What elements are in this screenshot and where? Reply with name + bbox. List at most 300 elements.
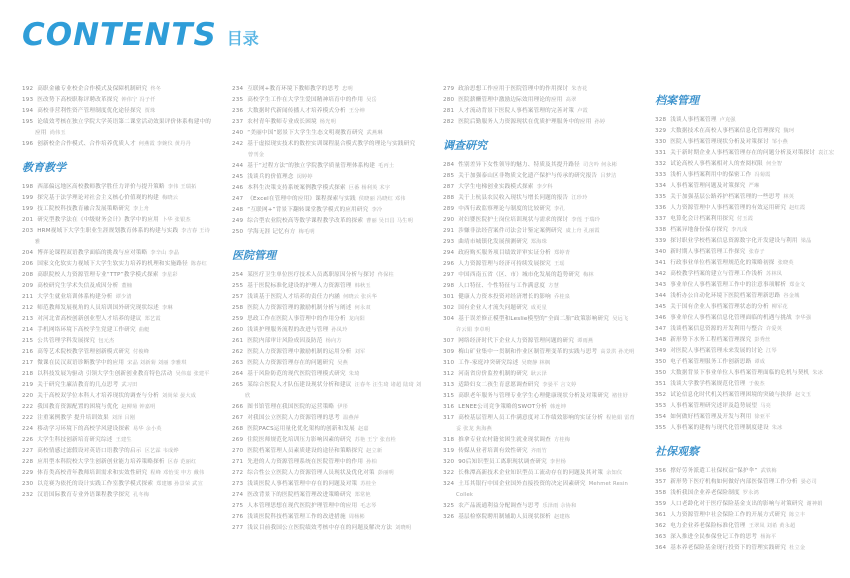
entry-page-number: 271 (232, 459, 244, 465)
entry-authors: 曾刊金 (248, 152, 265, 158)
entry-title: 浅谈基于医院人才培养的责任力内涵 (247, 294, 340, 300)
toc-entry (22, 193, 212, 204)
entry-title: 汉语国际教育专业外语课程教学探究 (37, 492, 130, 498)
entry-title: 撑好劳务派遣工社保权益“保护伞” (670, 468, 758, 474)
entry-page-number: 232 (22, 492, 34, 498)
entry-authors: 卢克强 (719, 117, 736, 123)
entry-title: 先进的人力资源管理系统在医院管理中的作用 (247, 459, 364, 465)
toc-entry (443, 226, 635, 237)
entry-page-number: 216 (22, 349, 34, 355)
entry-page-number: 263 (232, 360, 244, 366)
entry-title: “互联网+”背景下翻转课堂教学模式的应用研究 (247, 207, 369, 213)
entry-title: 互联网+教育环境下教师教学的思考 (247, 86, 340, 92)
entry-page-number: 317 (443, 415, 455, 421)
entry-authors: 毛丙土 (378, 163, 395, 169)
entry-title: 浅议目前我国公立医院绩效考核中存在的问题及解决方法 (247, 525, 393, 531)
entry-title: 新形势下医疗机构如何做好内部医保管理工作分析 (670, 479, 798, 485)
toc-entry (232, 227, 423, 238)
entry-page-number: 313 (443, 382, 455, 388)
toc-column-3 (443, 84, 635, 554)
entry-page-number: 351 (655, 381, 667, 387)
entry-authors: 侯晓丽 冯晓红 邓伟 (358, 196, 406, 202)
entry-title: 住院医师规范化培训压力影响因素的研究 (247, 437, 352, 443)
entry-title: 医院人力资源管理中激励机制的运用分析 (247, 349, 352, 355)
entry-authors: 孙柏 (366, 459, 377, 465)
entry-title: 学海无涯 记忆有方 (247, 229, 296, 235)
entry-title: 探讨职业学校档案信息资源数字化开发建设与利用 (670, 238, 798, 244)
toc-entry (22, 380, 212, 391)
entry-page-number: 222 (22, 404, 34, 410)
toc-entry (443, 369, 635, 380)
entry-title: 人力资源管理中人事档案管理的有效运用研究 (670, 205, 787, 211)
entry-title: 医院PACS运用量化优化架构的创新和发展 (247, 426, 355, 432)
entry-title: 高职金融专业校企合作模式及保障机制研究 (37, 86, 148, 92)
entry-page-number: 195 (22, 119, 34, 125)
entry-authors: 周杨彬 (348, 514, 365, 520)
entry-title: 行政事业单位档案管理规范化的策略初探 (670, 260, 775, 266)
entry-page-number: 301 (443, 294, 455, 300)
toc-entry (22, 424, 212, 435)
toc-entry (655, 214, 845, 225)
entry-title: 基于医院标准化建设的护理人力资源管理 (247, 283, 352, 289)
entry-page-number: 260 (232, 327, 244, 333)
entry-page-number: 294 (443, 250, 455, 256)
toc-entry (22, 259, 212, 270)
toc-entry (655, 236, 845, 247)
entry-title: 关于上杭县农民收入现状与增长问题的报告 (458, 195, 569, 201)
entry-page-number: 291 (443, 228, 455, 234)
entry-authors: 朱琦 (348, 371, 360, 377)
entry-page-number: 346 (655, 315, 667, 321)
entry-page-number: 242 (232, 141, 244, 147)
toc-entry (655, 203, 845, 214)
toc-columns (22, 84, 845, 554)
entry-title: 涉嫌非法经营案件司法会计鉴定案例研究 (458, 228, 563, 234)
toc-entry (232, 501, 423, 512)
entry-page-number: 356 (655, 468, 667, 474)
entry-page-number: 324 (443, 481, 455, 487)
entry-title: 综合性公立医院人力资源管理人员现状及优化对策 (247, 470, 375, 476)
entry-title: 高校学生工作在大学生爱国精神培育中的作用 (247, 97, 364, 103)
entry-authors: 江珍玲 (571, 195, 588, 201)
entry-page-number: 322 (443, 470, 455, 476)
toc-entry (443, 402, 635, 413)
entry-authors: 成更星 (530, 305, 547, 311)
entry-title: 博弈论课程双语教学面临的挑战与应对策略 (37, 250, 148, 256)
toc-entry (22, 84, 212, 95)
toc-entry (443, 215, 635, 226)
entry-authors: 彭丽明 (377, 470, 394, 476)
entry-page-number: 262 (232, 349, 244, 355)
entry-authors: 陈立丰 (789, 512, 806, 518)
toc-entry (655, 466, 845, 477)
toc-entry (655, 247, 845, 258)
entry-title: 医院人力资源管理存在的问题研究 (247, 360, 335, 366)
toc-entry (655, 510, 845, 521)
entry-authors: 何永双 (354, 305, 371, 311)
entry-page-number: 285 (443, 173, 455, 179)
entry-title: 本科生决策支持系统案例教学模式探索 (247, 185, 346, 191)
toc-entry (22, 226, 212, 248)
entry-title: 网络经济时代下企业人力资源管理问题的研究 (458, 338, 575, 344)
toc-entry (655, 302, 845, 313)
entry-title: 人口特征、个性特征与工作满意度 (458, 283, 546, 289)
entry-title: 基本养老保险基金现行投资下的管理实践研究 (670, 545, 787, 551)
entry-page-number: 341 (655, 260, 667, 266)
toc-entry (22, 391, 212, 402)
toc-entry (22, 139, 212, 150)
entry-title: 河南省房价监控机制的研究 (458, 371, 528, 377)
entry-authors: 方慧 (548, 283, 559, 289)
toc-column-4 (655, 84, 845, 554)
toc-entry (232, 402, 423, 413)
entry-page-number: 326 (443, 514, 455, 520)
entry-page-number: 235 (232, 97, 244, 103)
entry-page-number: 277 (232, 525, 244, 531)
entry-authors: 晏必司 (800, 479, 817, 485)
toc-entry (655, 390, 845, 401)
entry-authors: 赵立新 (366, 448, 383, 454)
entry-authors: 张春子 (748, 249, 765, 255)
entry-page-number: 359 (655, 501, 667, 507)
toc-entry (232, 117, 423, 128)
page-header (22, 17, 259, 53)
toc-entry (22, 215, 212, 226)
entry-page-number: 203 (22, 228, 34, 234)
entry-authors: 陈春红 (190, 261, 208, 267)
entry-authors: 郑常艳 (354, 492, 371, 498)
toc-entry (22, 435, 212, 446)
entry-authors: 贾珠 (144, 108, 156, 114)
toc-entry (655, 324, 845, 335)
entry-title: 人才流动背景下医院人事档案管理的完善对策 (458, 108, 575, 114)
entry-authors: 何全智 (765, 161, 783, 167)
entry-page-number: 344 (655, 293, 667, 299)
entry-authors: 付俊峰 (132, 349, 150, 355)
entry-title: HRM视域下大学生职业生涯规划教育体系的构建与实践 (37, 228, 179, 234)
entry-authors: 卜华 张银杰 (161, 217, 191, 223)
entry-title: 新时期人事档案管理工作探究 (670, 249, 746, 255)
entry-title: 工作-家庭冲突研究综述 (458, 360, 519, 366)
entry-page-number: 244 (232, 163, 244, 169)
entry-authors: 杨向方 (325, 338, 342, 344)
toc-entry (655, 499, 845, 510)
toc-entry (22, 325, 212, 336)
entry-page-number: 227 (22, 448, 34, 454)
entry-page-number: 279 (443, 86, 455, 92)
entry-title: 国家文化软实力视域下大学生软实力培养的机理和实施路径 (37, 261, 188, 267)
entry-title: 大学生就业培训体系构建分析 (37, 294, 113, 300)
entry-title: 政治思想工作应用于医院管理中的作用探讨 (458, 86, 569, 92)
entry-authors: 梅晓云 (161, 195, 179, 201)
entry-authors: 孔冬梅 (132, 492, 150, 498)
entry-authors: 李辛山 李晶 (150, 250, 180, 256)
entry-authors: 韩连坤 (550, 404, 567, 410)
toc-entry (443, 182, 635, 193)
entry-authors: 朱冰 (771, 425, 783, 431)
entry-page-number: 193 (22, 97, 34, 103)
entry-page-number: 345 (655, 304, 667, 310)
entry-page-number: 272 (232, 470, 244, 476)
entry-page-number: 349 (655, 348, 667, 354)
entry-title: 对妇婴医院护士岗位培训现状与需求的探讨 (458, 217, 569, 223)
section-header: 档案管理 (655, 94, 699, 107)
toc-entry (232, 106, 423, 117)
toc-entry (22, 446, 212, 457)
entry-title: 农产品流通利益分配调查与思考 (458, 503, 540, 509)
entry-title: 以科技发展为驱动 引领大学生创新创业教育特色活动 (37, 371, 173, 377)
toc-entry (655, 313, 845, 324)
toc-entry (232, 95, 423, 106)
entry-title: 探究基于法学理论对社会主义核心价值观的构建 (37, 195, 159, 201)
entry-authors: 梅林 (582, 272, 594, 278)
entry-title: 梅山矿业集中一贯制和作业区制管理变革的实践与思考 (458, 349, 598, 355)
entry-authors: 苏艳 王宁 张直栓 (354, 437, 396, 443)
toc-entry (22, 106, 212, 117)
toc-entry (443, 457, 635, 468)
entry-title: 人事档案的建构与现代化管理制度建设 (670, 425, 769, 431)
toc-entry (655, 488, 845, 499)
entry-authors: 李世杨 (549, 459, 567, 465)
entry-page-number: 284 (443, 162, 455, 168)
entry-title: 对河北省高校创新创业型人才培养的建议 (37, 316, 142, 322)
entry-page-number: 199 (22, 195, 34, 201)
toc-entry (22, 347, 212, 358)
entry-page-number: 304 (443, 316, 455, 322)
entry-title: 对我国公立医院人力资源管理的思考 (247, 415, 340, 421)
entry-title: 医院人事档案管理现状分析及对策探讨 (670, 139, 769, 145)
section-header: 调查研究 (443, 139, 487, 152)
entry-authors: 区春 范丽红 (167, 459, 197, 465)
entry-page-number: 339 (655, 238, 667, 244)
entry-title: 医院内部审计风险成因及防范 (247, 338, 323, 344)
toc-entry (443, 347, 635, 358)
page-title-chinese: 目录 (226, 29, 259, 48)
entry-authors: 曹丽 吴日昌 马生明 (366, 218, 413, 224)
entry-authors: 柳军花 (771, 304, 788, 310)
entry-title: 高校教学档案的建立与管理工作浅析 (670, 271, 763, 277)
entry-page-number: 293 (443, 239, 455, 245)
entry-page-number: 350 (655, 359, 667, 365)
entry-authors: 袁江宏 (818, 150, 835, 156)
toc-entry (655, 412, 845, 423)
toc-entry (443, 204, 635, 215)
page-title: CONTENTS (22, 17, 217, 53)
entry-authors: 邹小燕 (771, 139, 788, 145)
toc-entry (655, 532, 845, 543)
entry-title: 关于加强泰山区非物质文化遗产保护与传承的研究报告 (458, 173, 598, 179)
entry-title: 土耳其银行中国企业国外直接投资的决定因素研究 (458, 481, 586, 487)
entry-page-number: 296 (443, 261, 455, 267)
entry-page-number: 229 (22, 470, 34, 476)
toc-entry (232, 205, 423, 216)
entry-authors: 郑金文 (789, 282, 806, 288)
entry-page-number: 259 (232, 316, 244, 322)
entry-page-number: 297 (443, 272, 455, 278)
entry-authors: 王建生 (115, 437, 132, 443)
entry-title: 浅谈医院人事档案管理中存在的问题及对策 (247, 481, 358, 487)
entry-page-number: 348 (655, 337, 667, 343)
entry-page-number: 332 (655, 161, 667, 167)
entry-title: 深入推进全民参保登记工作的思考 (670, 534, 758, 540)
entry-page-number: 266 (232, 404, 244, 410)
entry-title: 传媒从业者培训有效性研究 (458, 448, 528, 454)
entry-authors: 刘晓明 (395, 525, 412, 531)
entry-authors: 刘军 (354, 349, 366, 355)
entry-page-number: 265 (232, 382, 244, 388)
toc-entry (655, 115, 845, 126)
entry-page-number: 199 (22, 206, 34, 212)
entry-authors: 谭少清 (115, 294, 132, 300)
toc-entry (655, 258, 845, 269)
entry-title: 浅谈医院科技档案管理工作的改进措施 (247, 514, 346, 520)
entry-page-number: 234 (232, 86, 244, 92)
entry-title: 创新校企合作模式、合作培养优质人才 (37, 141, 136, 147)
entry-authors: 龙向阳 (348, 316, 365, 322)
entry-authors: Mehmet Resin Collek (456, 481, 629, 498)
toc-entry (443, 446, 635, 457)
entry-authors: 武铁梅 (760, 468, 777, 474)
toc-entry (232, 490, 423, 501)
entry-authors: 朱冰 (812, 370, 824, 376)
entry-title: 浅谈护理服务流程的改进与管理 (247, 327, 329, 333)
entry-title: 关于国有企业人事档案管理状态的分析 (670, 304, 769, 310)
entry-authors: 汪春冬 汪生琦 诸超 陆琦 刘欣 (245, 382, 422, 399)
entry-title: 曲靖市城镇化发展预测研究 (458, 239, 528, 245)
toc-entry (443, 468, 635, 479)
entry-page-number: 192 (22, 86, 34, 92)
toc-entry (232, 523, 423, 534)
entry-authors: 王瑶 (553, 261, 565, 267)
section-header: 医院管理 (232, 249, 276, 262)
entry-title: 农村青年教师专业成长困境 (247, 119, 317, 125)
entry-page-number: 268 (232, 426, 244, 432)
entry-authors: 佟冬 (150, 86, 162, 92)
entry-authors: 郑海珠 (530, 239, 547, 245)
entry-page-number: 347 (655, 326, 667, 332)
entry-title: 电算化会计档案利用探究 (670, 216, 734, 222)
entry-title: 浅析人事档案利用中的保密工作 (670, 172, 752, 178)
entry-authors: 程艳娟 雷育妥 张龙 焦海燕 (456, 415, 635, 432)
entry-page-number: 340 (655, 249, 667, 255)
entry-authors: 谭成 (754, 359, 766, 365)
entry-authors: 李莲 于瑞玲 (571, 217, 601, 223)
toc-entry (22, 303, 212, 314)
toc-entry (22, 358, 212, 369)
entry-title: 浅析我国企业养老保险制度 (670, 490, 740, 496)
toc-entry (443, 237, 635, 248)
entry-page-number: 257 (232, 294, 244, 300)
entry-title: 思政工作在医院人事管理中的作用分析 (247, 316, 346, 322)
entry-authors: 钟伟宁 冯子仟 (121, 97, 156, 103)
entry-authors: 罗永鸿 (742, 490, 759, 496)
entry-authors: 吴燕 (337, 360, 348, 366)
toc-entry (443, 391, 635, 402)
entry-authors: 何晓云 张兵华 (342, 294, 378, 300)
toc-entry (655, 137, 845, 148)
entry-authors: 董楠 (121, 283, 133, 289)
entry-title: 体育类高校青年教师培训需求和实效性研究 (37, 470, 148, 476)
entry-authors: 孙婷 (594, 119, 606, 125)
entry-authors: 包元杰 (98, 338, 115, 344)
toc-entry (22, 248, 212, 259)
entry-authors: 李凡成 (731, 227, 748, 233)
entry-page-number: 354 (655, 414, 667, 420)
toc-entry (443, 303, 635, 314)
entry-title: 新形势下水务工程档案管理探究 (670, 337, 752, 343)
entry-page-number: 275 (232, 503, 244, 509)
entry-page-number: 307 (443, 338, 455, 344)
entry-page-number: 228 (22, 459, 34, 465)
entry-authors: 郑建娜 孙景荣 武宣 (156, 481, 203, 487)
entry-page-number: 246 (232, 185, 244, 191)
entry-title: 图书馆管理在我国医院的运营策略 (247, 404, 335, 410)
entry-title: 大数据技术在高校人事档案信息化管理探究 (670, 128, 781, 134)
entry-page-number: 236 (232, 108, 244, 114)
entry-authors: 李上舟 (132, 206, 150, 212)
toc-entry (22, 479, 212, 490)
entry-title: 人力资源管理中社会保险工作的开展方式研究 (670, 512, 787, 518)
entry-title: 基于风险防范的现代医院管理模式研究 (247, 371, 346, 377)
toc-entry (232, 369, 423, 380)
entry-title: 基于“过程方法”的独立学院教学质量管理体系构建 (247, 163, 376, 169)
entry-title: 移动学习环境下的高校学风建设探索 (37, 426, 130, 432)
entry-title: 基于虚拟现实技术的数控实训课程混合模式教学的理论与实践研究 (247, 141, 416, 147)
entry-page-number: 204 (22, 250, 34, 256)
entry-title: 师范教师发展视角的人员培训国外研究现状综述 (37, 305, 159, 311)
entry-page-number: 331 (655, 150, 667, 156)
entry-title: 关于研究生廉洁教育的几点思考 (37, 382, 119, 388)
entry-title: 医院后勤服务人力资源现状在优质护理服务中的应用 (458, 119, 592, 125)
entry-authors: 吴伟嘉 张建平 (175, 371, 210, 377)
entry-page-number: 194 (22, 108, 34, 114)
entry-page-number: 273 (232, 481, 244, 487)
entry-page-number: 290 (443, 217, 455, 223)
toc-entry (232, 347, 423, 358)
entry-page-number: 217 (22, 360, 34, 366)
entry-page-number: 258 (232, 305, 244, 311)
toc-entry (22, 182, 212, 193)
entry-page-number: 248 (232, 207, 244, 213)
entry-page-number: 336 (655, 205, 667, 211)
toc-entry (232, 84, 423, 95)
entry-authors: 付玉霞 (737, 216, 754, 222)
entry-authors: 曲艇 (138, 327, 150, 333)
entry-page-number: 255 (232, 283, 244, 289)
entry-authors: 李吉春 王诗雅 (35, 228, 211, 245)
entry-authors: 许爱英 (765, 326, 783, 332)
entry-title: 90后知识型员工离职现状调查研究 (458, 459, 547, 465)
toc-entry (232, 216, 423, 227)
entry-authors: 卢霞 (577, 108, 588, 114)
entry-page-number: 240 (232, 130, 244, 136)
entry-page-number: 315 (443, 393, 455, 399)
toc-entry (232, 435, 423, 446)
entry-page-number: 247 (232, 196, 244, 202)
entry-page-number: 355 (655, 425, 667, 431)
entry-page-number: 310 (443, 360, 455, 366)
toc-entry (232, 358, 423, 369)
toc-entry (655, 423, 845, 434)
entry-title: 以竞赛为依托的设计实践工作室教学模式探索 (37, 481, 154, 487)
entry-authors: 佟保柱 (377, 272, 394, 278)
entry-title: 研究型教学法在《中级财务会计》教学中的应用 (37, 217, 159, 223)
toc-entry (232, 457, 423, 468)
toc-entry (232, 413, 423, 424)
toc-entry (655, 225, 845, 236)
entry-authors: 李琳 (161, 305, 173, 311)
entry-title: 中国西南五省（区、市）城市化发展的趋势研究 (458, 272, 580, 278)
